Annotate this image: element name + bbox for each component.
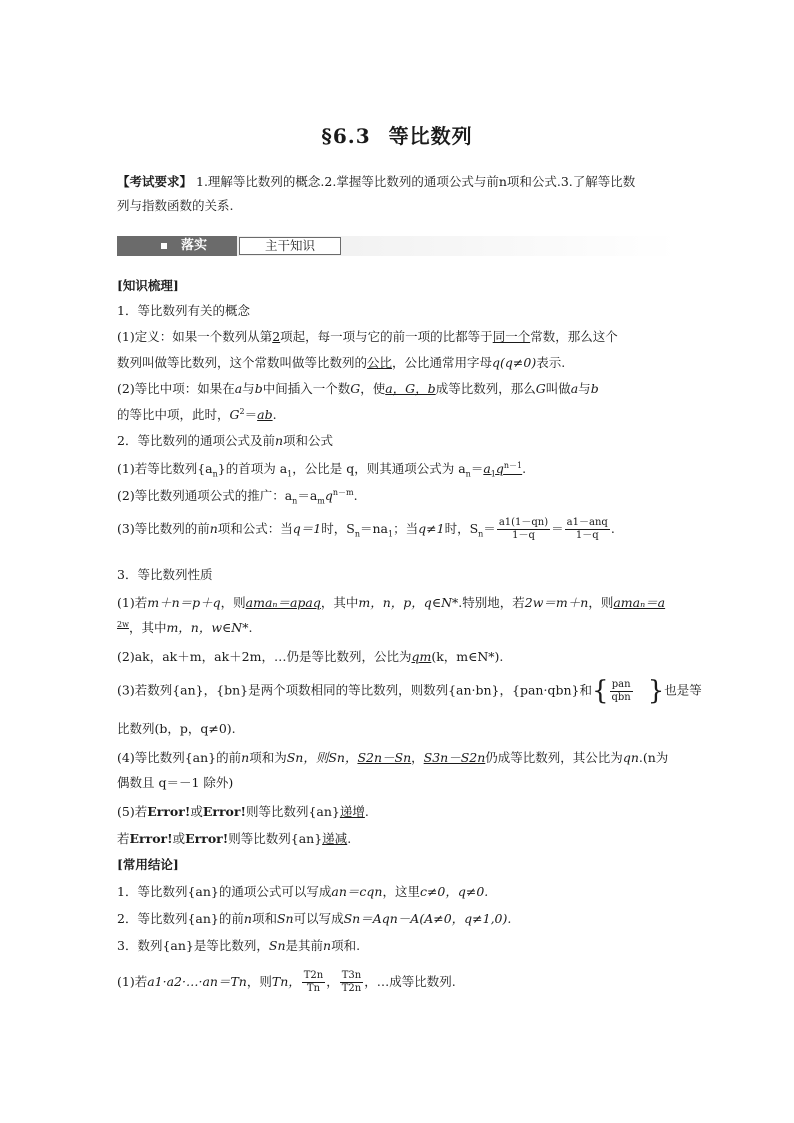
- text: (3)若数列{an}，{bn}是两个项数相同的等比数列，则数列{an·bn}，{pan·qbn}和: [117, 682, 592, 698]
- text: (1)若: [117, 595, 148, 610]
- text: .: [610, 521, 615, 536]
- text: 项和.: [331, 938, 361, 953]
- section-number: §6.3: [321, 124, 371, 148]
- math: Sn，: [328, 750, 358, 765]
- text: 常数，那么这个: [530, 329, 618, 344]
- conclusion-1: [117, 880, 679, 904]
- text: ＝: [483, 521, 496, 536]
- math: G: [229, 407, 240, 422]
- text: 的等比中项，此时，: [117, 407, 230, 422]
- heading-knowledge: [知识梳理]: [117, 278, 179, 293]
- text: .: [272, 407, 277, 422]
- text: (1)若: [117, 974, 148, 989]
- text: 1．等比数列{an}的通项公式可以写成: [117, 884, 332, 899]
- text: 3．数列{an}是等比数列，: [117, 938, 269, 953]
- math: a: [570, 381, 579, 396]
- text: (2)等比中项：如果在: [117, 381, 235, 396]
- conclusion-3-1: [117, 970, 679, 995]
- exam-requirements: [117, 170, 679, 218]
- text: .: [353, 488, 358, 503]
- s3-prop-4b: 偶数且 q＝－1 除外): [117, 775, 234, 790]
- text: 叫做: [545, 381, 571, 396]
- banner-left-label: 落实: [181, 238, 208, 253]
- error-text: Error!: [202, 804, 246, 819]
- s3-prop-6: [117, 827, 679, 851]
- text: ，其中: [128, 620, 167, 635]
- math: q≠1: [418, 521, 445, 536]
- math: a: [234, 381, 243, 396]
- text: 时，S: [321, 521, 355, 536]
- text: 与: [242, 381, 255, 396]
- text: ，则: [246, 974, 272, 989]
- text: ；当: [393, 521, 419, 536]
- text: 仍成等比数列，其公比为: [485, 750, 623, 765]
- text: ，…成等比数列.: [364, 974, 456, 989]
- text: ，: [326, 974, 339, 989]
- text: ，使: [360, 381, 386, 396]
- s1-definition: [117, 325, 679, 349]
- text: .特别地，若: [458, 595, 525, 610]
- fraction: [565, 517, 610, 542]
- fraction: [302, 970, 325, 995]
- math: q＝1: [292, 521, 322, 536]
- text: 可以写成: [293, 911, 344, 926]
- text: 则等比数列{an}: [245, 804, 340, 819]
- s3-prop-1b: [117, 616, 679, 640]
- text: .: [248, 620, 253, 635]
- s2-formula-3: (3)等比数列的前n项和公式：当q＝1时，$S_n=na_1$；当q≠1时，$S_n=$ $\frac{a1(1-qn)}{1-q}$ ＝ $\frac{\text{a1－anq}}{1-q}$ .: [117, 517, 615, 541]
- underline-answer: 2: [272, 329, 281, 344]
- fraction-denominator: T2n: [341, 983, 362, 994]
- underline-answer: S2n－Sn: [357, 750, 412, 765]
- text: (4)等比数列{an}的前: [117, 750, 242, 765]
- underline-answer: amaₙ＝a: [613, 595, 666, 610]
- fraction: [340, 970, 363, 995]
- text: (1)若等比数列{a: [117, 461, 213, 476]
- error-text: Error!: [129, 831, 173, 846]
- math: Tn，: [271, 974, 301, 989]
- math: Sn: [276, 911, 294, 926]
- underline-answer: a，G，b: [385, 381, 436, 396]
- math: c≠0，q≠0.: [419, 884, 489, 899]
- underline-answer: $a_1q^{n-1}$: [483, 460, 523, 479]
- requirements-tag: 【考试要求】: [117, 174, 193, 189]
- text: .(n为: [638, 750, 669, 765]
- text: 项和: [251, 911, 277, 926]
- underline-answer: ab: [257, 407, 273, 422]
- text: 或: [190, 804, 203, 819]
- requirements-line-2: 列与指数函数的关系.: [117, 198, 234, 213]
- s3-prop-1: [117, 591, 679, 615]
- math: Sn，则: [286, 750, 329, 765]
- text: .: [522, 461, 527, 476]
- text: (k，m∈N*).: [431, 649, 504, 664]
- banner-right-label: 主干知识: [239, 237, 341, 255]
- math: b: [590, 381, 599, 396]
- text: 成等比数列，那么: [435, 381, 536, 396]
- text: 与: [578, 381, 591, 396]
- text: 或: [172, 831, 186, 846]
- s3-title: 3．等比数列性质: [117, 567, 213, 582]
- text: 若: [117, 831, 130, 846]
- math: n: [323, 938, 332, 953]
- text: 项和为: [249, 750, 287, 765]
- math: an＝cqn: [331, 884, 383, 899]
- page-title: [0, 120, 794, 149]
- error-text: Error!: [185, 831, 229, 846]
- fraction-numerator: T3n: [341, 970, 362, 981]
- text: ，则: [588, 595, 614, 610]
- error-text: Error!: [147, 804, 191, 819]
- underline-answer: amaₙ＝apaq: [245, 595, 321, 610]
- text: 也是等: [664, 682, 702, 698]
- fraction: [497, 517, 550, 542]
- text: ，则: [220, 595, 246, 610]
- underline-answer: qm: [411, 649, 432, 664]
- heading-conclusions: [常用结论]: [117, 857, 179, 872]
- text: (3)等比数列的前: [117, 521, 210, 536]
- math: n: [241, 750, 250, 765]
- s1-middle-term-2: [117, 403, 679, 427]
- s3-prop-4: [117, 746, 679, 770]
- math: n: [274, 433, 284, 448]
- s1-definition-2: [117, 351, 679, 375]
- math: q: [324, 488, 333, 503]
- s3-prop-3: [117, 676, 702, 706]
- text: 时，S: [444, 521, 479, 536]
- text: ＝: [470, 461, 484, 476]
- left-brace-icon: {: [591, 676, 609, 706]
- text: 则等比数列{an}: [228, 831, 323, 846]
- text: 表示.: [536, 355, 566, 370]
- fraction: [610, 679, 633, 704]
- math: b: [254, 381, 263, 396]
- math: m＋n＝p＋q: [147, 595, 221, 610]
- math: n: [243, 911, 252, 926]
- conclusion-3: [117, 934, 679, 958]
- s2-title: [117, 429, 679, 453]
- text: (2)ak，ak＋m，ak＋2m，…仍是等比数列，公比为: [117, 649, 412, 664]
- math: qn: [622, 750, 639, 765]
- math: a1·a2·…·an＝Tn: [147, 974, 247, 989]
- text: 数列叫做等比数列，这个常数叫做等比数列的: [117, 355, 368, 370]
- text: 2．等比数列{an}的前: [117, 911, 244, 926]
- text: 是其前: [285, 938, 324, 953]
- conclusion-2: [117, 907, 679, 931]
- text: 项起，每一项与它的前一项的比都等于: [280, 329, 493, 344]
- fraction-denominator: 1－q: [512, 530, 535, 541]
- fraction-denominator: 1－q: [575, 530, 599, 541]
- text: .: [364, 804, 369, 819]
- math: m，n，p，q∈N*: [358, 595, 459, 610]
- fraction-numerator: T2n: [303, 970, 324, 981]
- fraction-numerator: pan: [610, 679, 633, 692]
- math-sup: 2w: [117, 619, 129, 629]
- underline-answer: 递增: [339, 804, 365, 819]
- fraction-numerator: a1－anq: [566, 517, 608, 528]
- text: (2)等比数列通项公式的推广：a: [117, 488, 293, 503]
- math: G: [350, 381, 361, 396]
- text: 项和公式: [283, 433, 334, 448]
- math: 2w＝m＋n: [524, 595, 589, 610]
- s3-prop-3b: 比数列(b，p，q≠0).: [117, 721, 236, 736]
- s2-formula-2: (2)等比数列通项公式的推广：$a_n=a_mq^{n-m}$.: [117, 487, 358, 506]
- text: ，: [411, 750, 424, 765]
- right-brace-icon: }: [647, 676, 665, 706]
- math: Sn: [268, 938, 286, 953]
- text: (5)若: [117, 804, 148, 819]
- underline-answer: 递减: [322, 831, 348, 846]
- fraction-denominator: Tn: [306, 983, 321, 994]
- text: ＝a: [297, 488, 318, 503]
- math: q(q≠0): [492, 355, 537, 370]
- text: ，公比通常用字母: [392, 355, 493, 370]
- text: ＝: [551, 521, 564, 536]
- math: G: [535, 381, 546, 396]
- banner-left: [117, 236, 237, 256]
- text: (1)定义：如果一个数列从第: [117, 329, 273, 344]
- math: n: [209, 521, 218, 536]
- text: 中间插入一个数: [262, 381, 351, 396]
- math-sup: n－m: [332, 487, 354, 497]
- s1-middle-term: [117, 377, 679, 401]
- fraction-numerator: a1(1－qn): [498, 517, 549, 528]
- fraction-denominator: qbn: [611, 691, 631, 703]
- text: 2．等比数列的通项公式及前: [117, 433, 275, 448]
- math-sup: 2: [239, 406, 245, 416]
- section-banner: [117, 236, 677, 256]
- math: q: [495, 461, 504, 476]
- section-title: 等比数列: [388, 124, 473, 148]
- text: .: [347, 831, 352, 846]
- underline-answer: S3n－S2n: [423, 750, 486, 765]
- math-sup: n－1: [503, 460, 523, 470]
- text: ＝na: [360, 521, 389, 536]
- square-icon: [161, 243, 167, 249]
- text: 项和公式：当: [217, 521, 293, 536]
- requirements-line-1: 1.理解等比数列的概念.2.掌握等比数列的通项公式与前n项和公式.3.了解等比数: [196, 174, 636, 189]
- math: a: [483, 461, 491, 476]
- text: ，这里: [382, 884, 420, 899]
- s3-prop-2: [117, 645, 679, 669]
- math: Sn＝Aqn－A(A≠0，q≠1,0).: [343, 911, 512, 926]
- text: ，公比是 q，则其通项公式为 a: [292, 461, 466, 476]
- text: ，其中: [320, 595, 359, 610]
- s1-title: 1．等比数列有关的概念: [117, 303, 250, 318]
- text: ＝: [244, 407, 258, 422]
- math: m，n，w∈N*: [166, 620, 249, 635]
- s2-formula-1: (1)若等比数列$\{a_n\}$的首项为 $a_1$，公比是 q，则其通项公式为 $a_n=a_1q^{n-1}$.: [117, 460, 527, 479]
- text: }的首项为 a: [217, 461, 288, 476]
- underline-answer: 同一个: [492, 329, 531, 344]
- s3-prop-5: [117, 800, 679, 824]
- underline-answer: 公比: [367, 355, 393, 370]
